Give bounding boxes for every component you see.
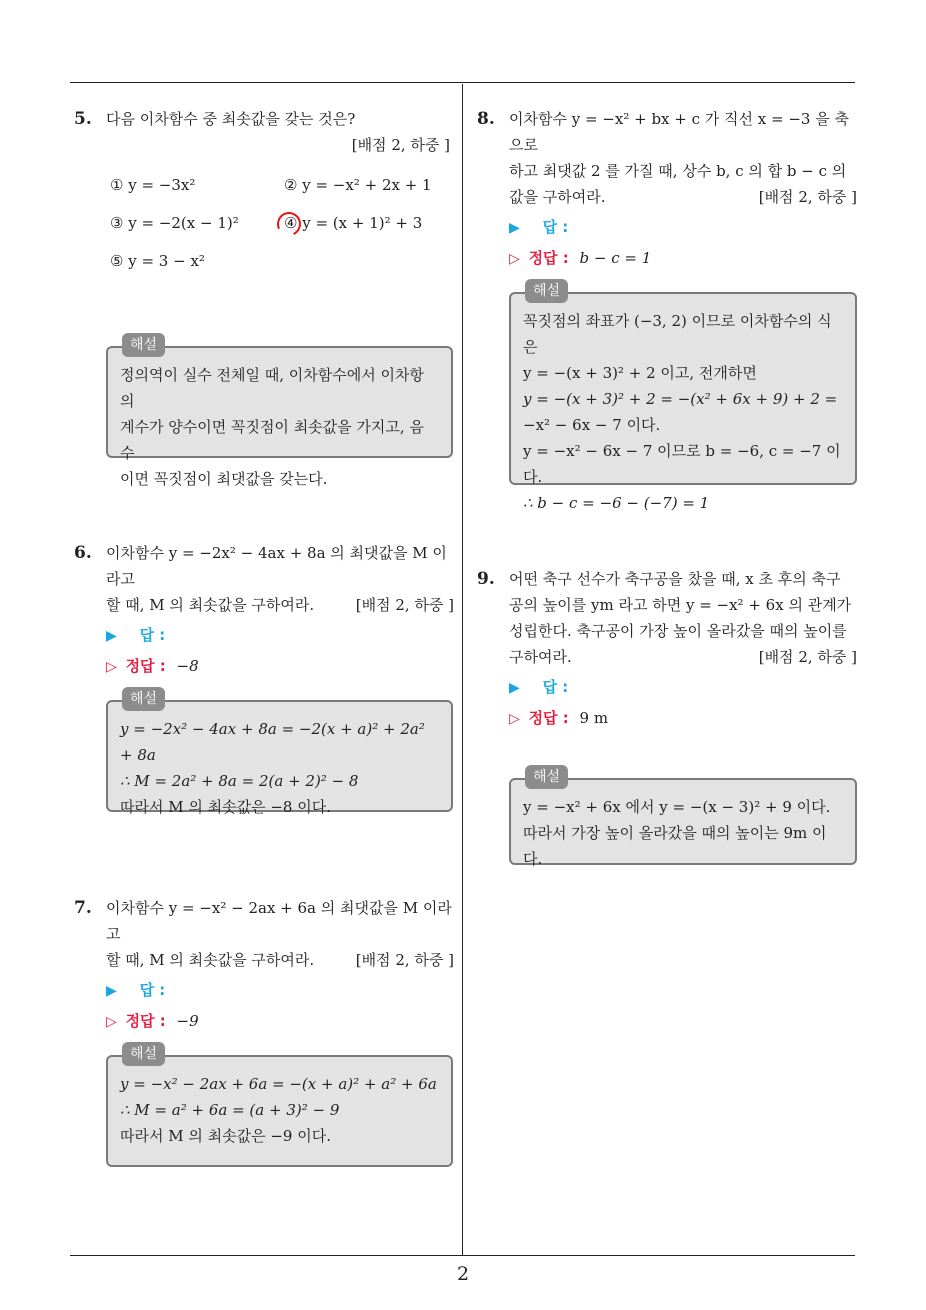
choice-4[interactable]: ④ y = (x + 1)² + 3 [284,214,423,232]
points-meta: [배점 2, 하중 ] [355,596,454,614]
points-meta: [배점 2, 하중 ] [351,136,450,154]
answer-line[interactable] [106,622,454,649]
question-text: 값을 구하여라. [509,188,606,206]
page-number: 2 [456,1263,470,1285]
answer-line[interactable] [106,977,454,1004]
solution-line: 계수가 양수이면 꼭짓점이 최솟값을 가지고, 음수 [120,418,424,462]
column-divider [462,84,463,1256]
correct-value: −9 [176,1012,199,1030]
solution-box-7 [106,1046,453,1167]
problem-number: 9. [477,569,495,589]
question-text: 이차함수 y = −x² + bx + c 가 직선 x = −3 을 축으로 [509,110,849,154]
choice-5[interactable]: ⑤ y = 3 − x² [110,252,205,270]
solution-line: y = −(x + 3)² + 2 = −(x² + 6x + 9) + 2 = [523,390,838,408]
correct-label: 정답 : [528,249,569,267]
solution-line: 따라서 가장 높이 올라갔을 때의 높이는 9m 이다. [523,824,827,868]
correct-value: b − c = 1 [579,249,652,267]
answer-label: 답 : [139,626,166,644]
outline-arrow-icon: ▷ [509,251,520,267]
problem-number: 6. [74,543,92,563]
solution-line: y = −2x² − 4ax + 8a = −2(x + a)² + 2a² + 8a [120,720,425,764]
problem-6 [74,540,454,680]
solution-line: y = −x² + 6x 에서 y = −(x − 3)² + 9 이다. [523,798,831,816]
question-text: 구하여라. [509,648,572,666]
question-text: 성립한다. 축구공이 가장 높이 올라갔을 때의 높이를 [509,622,847,640]
points-meta: [배점 2, 하중 ] [758,188,857,206]
correct-answer-line [106,653,454,680]
problem-9 [477,566,857,732]
solution-line: −x² − 6x − 7 이다. [523,416,661,434]
outline-arrow-icon: ▷ [106,659,117,675]
problem-number: 8. [477,109,495,129]
choice-3[interactable]: ③ y = −2(x − 1)² [110,214,239,232]
problem-number: 5. [74,109,92,129]
solution-line: 정의역이 실수 전체일 때, 이차함수에서 이차항의 [120,366,424,410]
solution-tag: 해설 [525,765,568,789]
solution-box-5 [106,337,453,488]
solution-tag: 해설 [122,333,165,357]
problem-8 [477,106,857,272]
solution-box-8 [509,283,857,512]
choice-list [106,172,450,292]
question-text: 이차함수 y = −x² − 2ax + 6a 의 최댓값을 M 이라고 [106,899,452,943]
correct-value: −8 [176,657,199,675]
question-text: 이차함수 y = −2x² − 4ax + 8a 의 최댓값을 M 이라고 [106,544,447,588]
correct-answer-line [106,1008,454,1035]
answer-label: 답 : [139,981,166,999]
top-rule [70,82,855,83]
solution-line: ∴ M = 2a² + 8a = 2(a + 2)² − 8 [120,772,359,790]
correct-answer-line [509,245,857,272]
solution-line: 꼭짓점의 좌표가 (−3, 2) 이므로 이차함수의 식은 [523,312,832,356]
correct-value: 9 m [579,709,609,727]
question-text: 할 때, M 의 최솟값을 구하여라. [106,596,315,614]
correct-label: 정답 : [125,1012,166,1030]
bottom-rule [70,1255,855,1256]
play-arrow-icon: ▶ [509,680,520,696]
question-text: 다음 이차함수 중 최솟값을 갖는 것은? [106,110,356,128]
choice-1[interactable]: ① y = −3x² [110,176,196,194]
solution-line: y = −x² − 2ax + 6a = −(x + a)² + a² + 6a [120,1075,437,1093]
solution-line: 이면 꼭짓점이 최댓값을 갖는다. [120,470,328,488]
choice-2[interactable]: ② y = −x² + 2x + 1 [284,176,432,194]
question-text: 하고 최댓값 2 를 가질 때, 상수 b, c 의 합 b − c 의 [509,162,847,180]
solution-line: ∴ M = a² + 6a = (a + 3)² − 9 [120,1101,340,1119]
question-text: 어떤 축구 선수가 축구공을 찼을 때, x 초 후의 축구 [509,570,841,588]
points-meta: [배점 2, 하중 ] [355,951,454,969]
answer-label: 답 : [542,218,569,236]
outline-arrow-icon: ▷ [509,711,520,727]
play-arrow-icon: ▶ [509,220,520,236]
solution-box-6 [106,691,453,816]
correct-label: 정답 : [528,709,569,727]
points-meta: [배점 2, 하중 ] [758,648,857,666]
solution-line: 따라서 M 의 최솟값은 −8 이다. [120,798,331,816]
answer-line[interactable] [509,214,857,241]
solution-line: y = −(x + 3)² + 2 이고, 전개하면 [523,364,757,382]
answer-label: 답 : [542,678,569,696]
solution-line: ∴ b − c = −6 − (−7) = 1 [523,494,710,512]
problem-number: 7. [74,898,92,918]
outline-arrow-icon: ▷ [106,1014,117,1030]
play-arrow-icon: ▶ [106,628,117,644]
solution-line: 따라서 M 의 최솟값은 −9 이다. [120,1127,331,1145]
question-text: 공의 높이를 ym 라고 하면 y = −x² + 6x 의 관계가 [509,596,852,614]
correct-label: 정답 : [125,657,166,675]
problem-5 [74,106,450,292]
answer-line[interactable] [509,674,857,701]
solution-line: y = −x² − 6x − 7 이므로 b = −6, c = −7 이다. [523,442,841,486]
solution-tag: 해설 [525,279,568,303]
question-text: 할 때, M 의 최솟값을 구하여라. [106,951,315,969]
problem-7 [74,895,454,1035]
correct-answer-line [509,705,857,732]
solution-box-9 [509,769,857,868]
play-arrow-icon: ▶ [106,983,117,999]
solution-tag: 해설 [122,1042,165,1066]
solution-tag: 해설 [122,687,165,711]
